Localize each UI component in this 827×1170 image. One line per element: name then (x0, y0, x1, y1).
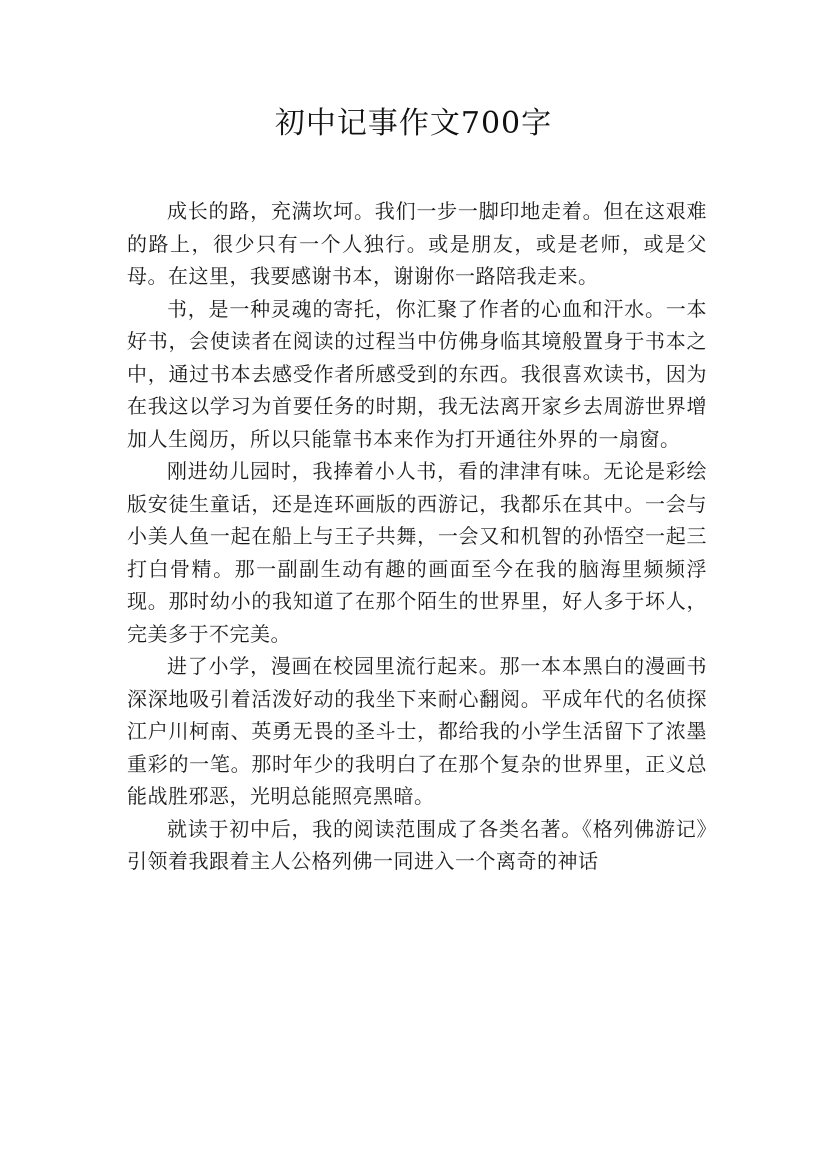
paragraph-2: 书，是一种灵魂的寄托，你汇聚了作者的心血和汗水。一本好书，会使读者在阅读的过程当中仿佛身临其境般置身于书本之中，通过书本去感受作者所感受到的东西。我很喜欢读书，因为在我这以学习为首要任务的时期，我无法离开家乡去周游世界增加人生阅历，所以只能靠书本来作为打开通往外界的一扇窗。 (127, 296, 707, 451)
paragraph-4: 进了小学，漫画在校园里流行起来。那一本本黑白的漫画书深深地吸引着活泼好动的我坐下来耐心翻阅。平成年代的名侦探江户川柯南、英勇无畏的圣斗士，都给我的小学生活留下了浓墨重彩的一笔。那时年少的我明白了在那个复杂的世界里，正义总能战胜邪恶，光明总能照亮黑暗。 (127, 654, 707, 808)
paragraph-5: 就读于初中后，我的阅读范围成了各类名著。《格列佛游记》引领着我跟着主人公格列佛一同进入一个离奇的神话 (127, 816, 707, 873)
paragraph-1: 成长的路，充满坎坷。我们一步一脚印地走着。但在这艰难的路上，很少只有一个人独行。或是朋友，或是老师，或是父母。在这里，我要感谢书本，谢谢你一路陪我走来。 (127, 199, 707, 288)
document-body (127, 195, 707, 878)
paragraph-3: 刚进幼儿园时，我捧着小人书，看的津津有味。无论是彩绘版安徒生童话，还是连环画版的西游记，我都乐在其中。一会与小美人鱼一起在船上与王子共舞，一会又和机智的孙悟空一起三打白骨精。那一副副生动有趣的画面至今在我的脑海里频频浮现。那时幼小的我知道了在那个陌生的世界里，好人多于坏人，完美多于不完美。 (127, 459, 707, 646)
document-title: 初中记事作文700字 (274, 106, 553, 141)
